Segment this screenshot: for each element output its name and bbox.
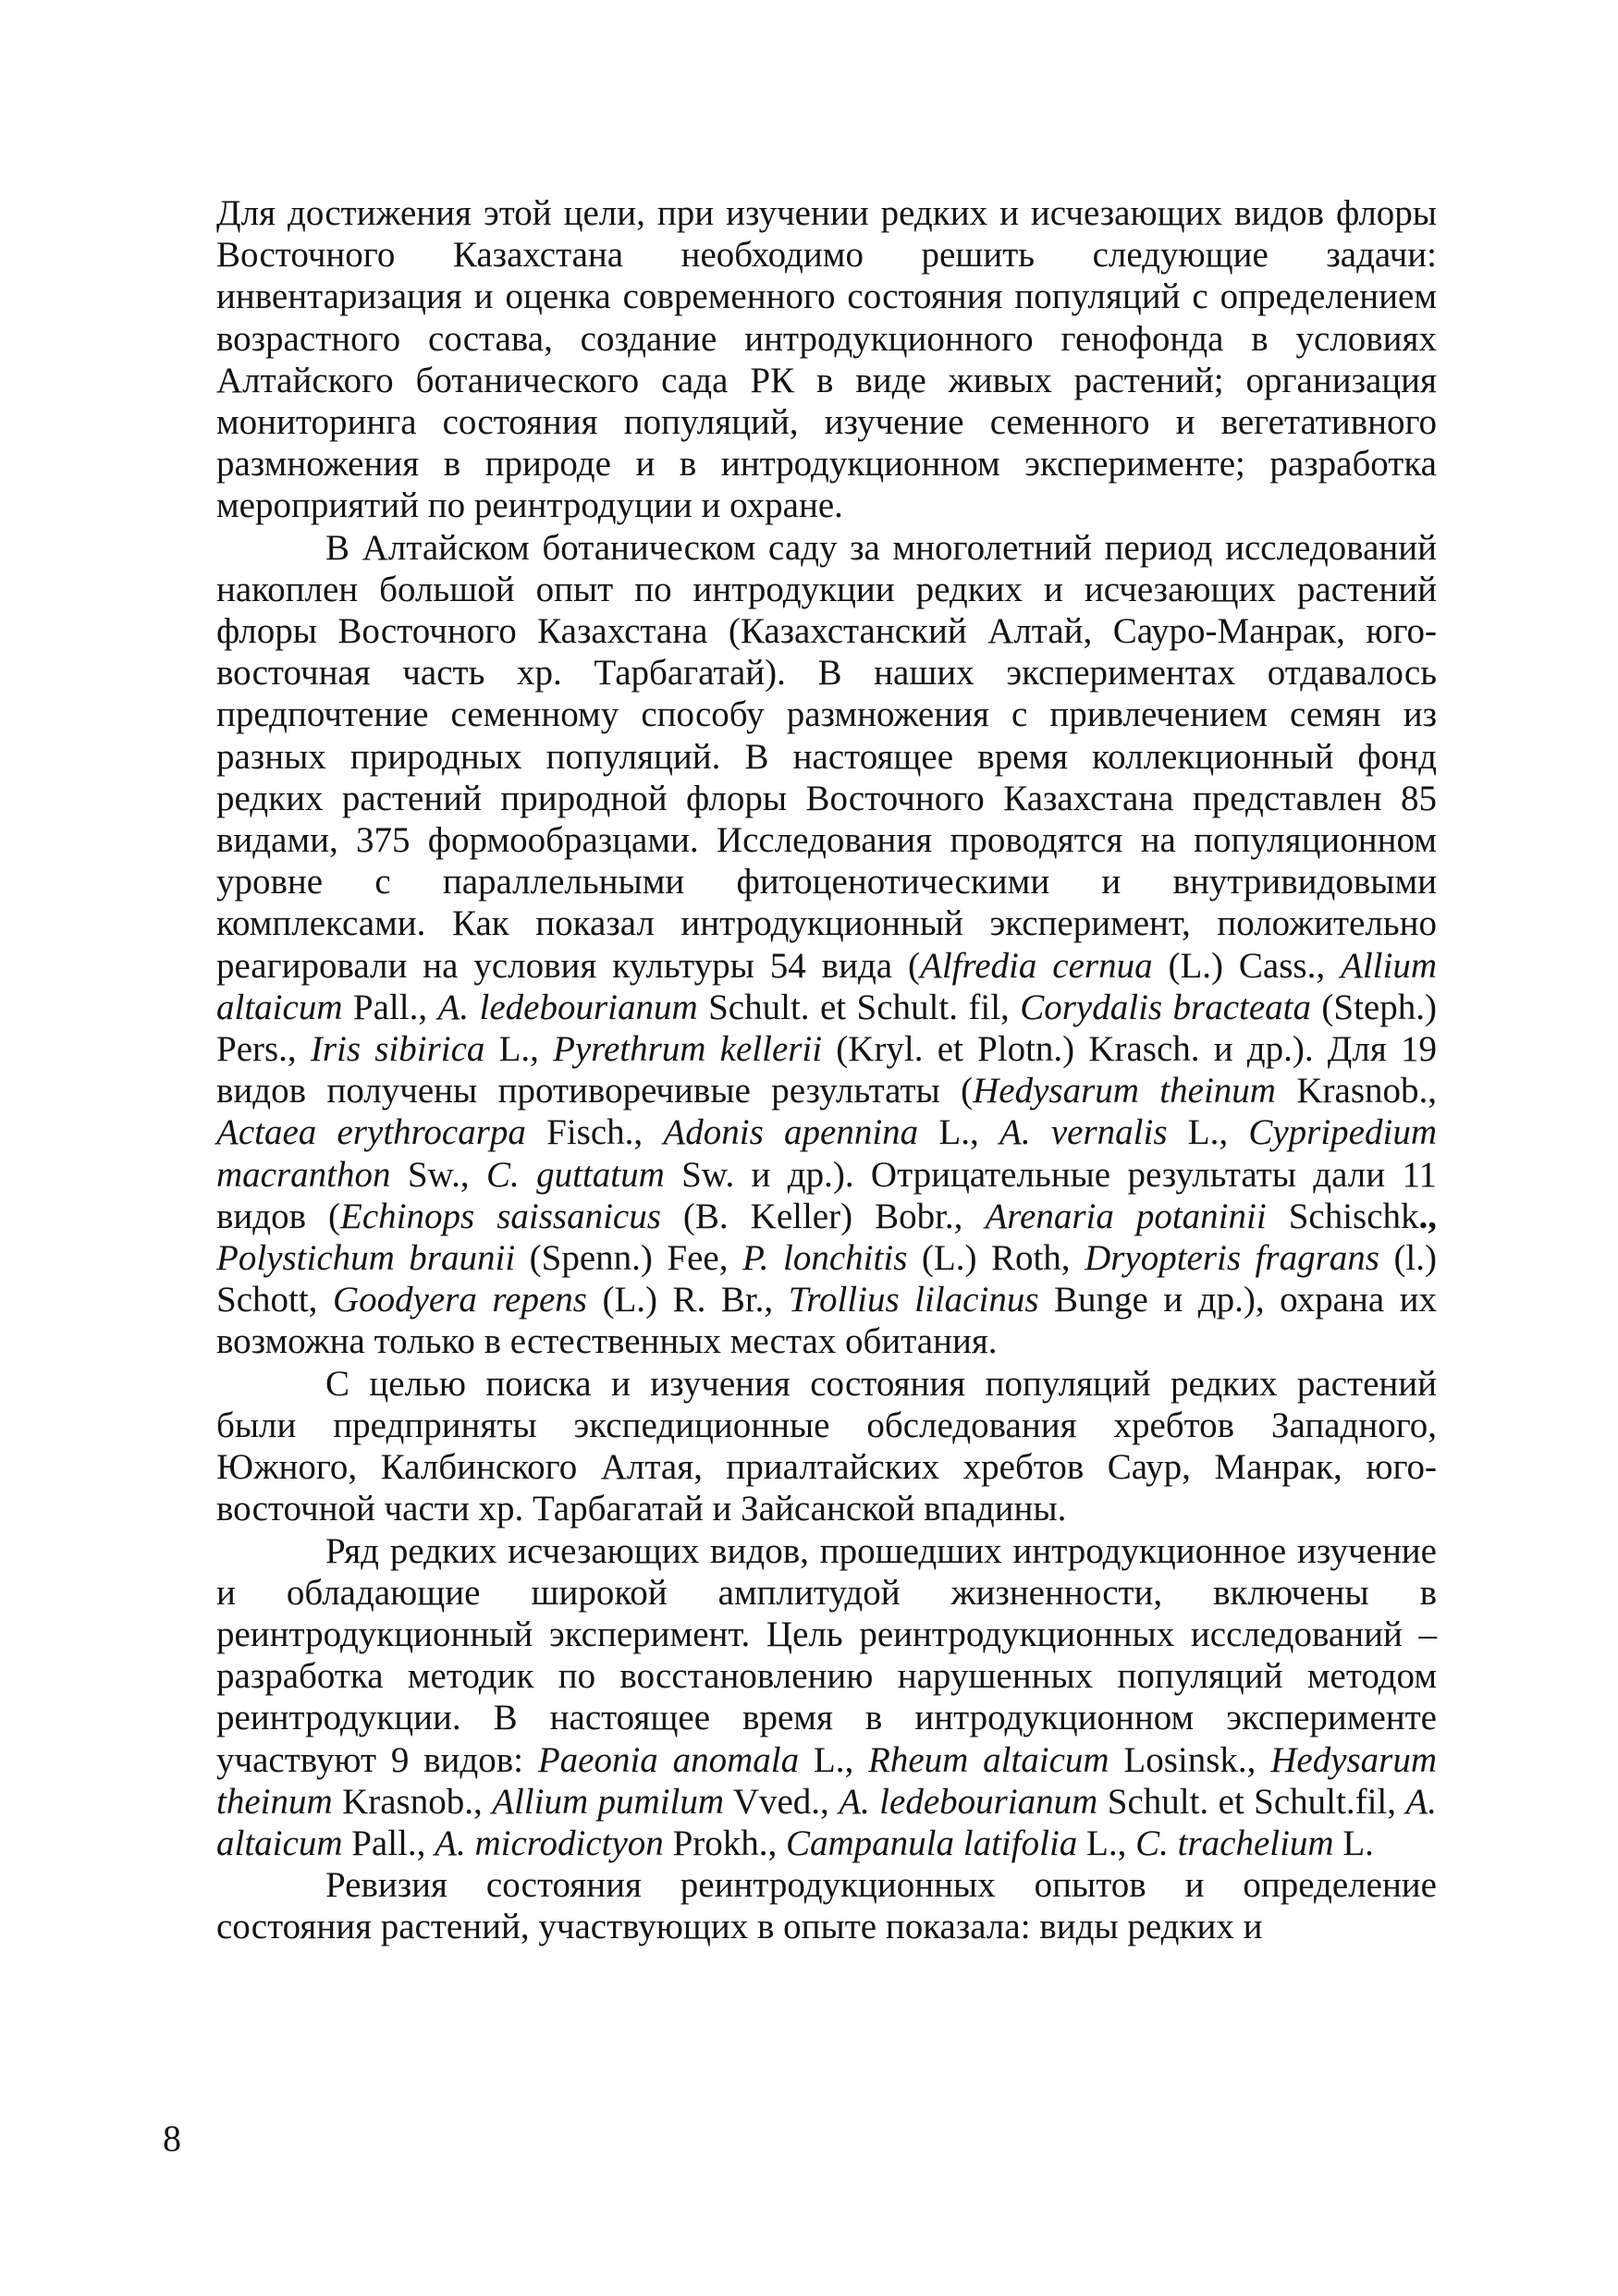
taxon-name: A. microdictyon bbox=[435, 1823, 664, 1863]
text-run: (l.) Schott, bbox=[216, 1238, 1438, 1320]
taxon-name: Dryopteris fragrans bbox=[1085, 1238, 1379, 1279]
text-run: (Kryl. et Plotn.) Krasch. и др.). Для 19 видов получены противоречивые результаты ( bbox=[216, 1029, 1437, 1111]
text-run: Schult. et Schult.fil, bbox=[1097, 1781, 1406, 1822]
text-run: (L.) Roth, bbox=[907, 1238, 1085, 1279]
taxon-name: Trollius lilacinus bbox=[788, 1280, 1039, 1320]
text-run: L., bbox=[799, 1739, 869, 1780]
body-text bbox=[216, 192, 1437, 1948]
taxon-name: Echinops saissanicus bbox=[340, 1196, 661, 1236]
taxon-name: Goodyera repens bbox=[332, 1280, 587, 1320]
text-run: Krasnob., bbox=[1275, 1071, 1438, 1111]
taxon-name: Adonis apennina bbox=[663, 1112, 919, 1153]
text-run: Для достижения этой цели, при изучении редких и исчезающих видов флоры Восточного Казахстана необходимо решить следующие задачи: инвентаризация и оценка современного состояния популяций с определением возрастного состава, создание интродукционного генофонда в условиях Алтайского ботанического сада РК в виде живых растений; организация мониторинга состояния популяций, изучение семенного и вегетативного размножения в природе и в интродукционном эксперименте; разработка мероприятий по реинтродуции и охране. bbox=[216, 193, 1437, 526]
text-run: (Steph.) Pers., bbox=[216, 987, 1437, 1070]
taxon-name: Polystichum braunii bbox=[216, 1238, 516, 1279]
taxon-name: Alfredia cernua bbox=[920, 945, 1153, 986]
taxon-name: Pyrethrum kellerii bbox=[553, 1029, 823, 1070]
paragraph-4 bbox=[216, 1530, 1437, 1865]
text-run: Krasnob., bbox=[332, 1781, 493, 1822]
taxon-name: C. guttatum bbox=[486, 1154, 665, 1195]
text-run: Ряд редких исчезающих видов, прошедших интродукционное изучение и обладающие широкой амплитудой жизненности, включены в реинтродукционный эксперимент. Цель реинтродукционных исследований – разработка методик по восстановлению нарушенных популяций методом реинтродукции. В настоящее время в интродукционном эксперименте участвуют 9 видов: bbox=[216, 1530, 1437, 1780]
text-run: Schult. et Schult. fil, bbox=[697, 987, 1021, 1027]
paragraph-5 bbox=[216, 1864, 1437, 1947]
taxon-name: Rheum altaicum bbox=[868, 1739, 1109, 1780]
text-run: Bunge и др.), охрана их возможна только в естественных местах обитания. bbox=[216, 1280, 1438, 1362]
taxon-name: Hedysarum theinum bbox=[973, 1071, 1276, 1111]
text-run: L., bbox=[918, 1112, 1000, 1153]
paragraph-1 bbox=[216, 192, 1437, 527]
text-run: (B. Keller) Bobr., bbox=[660, 1196, 986, 1236]
text-run: Prokh., bbox=[663, 1823, 786, 1863]
paragraph-3 bbox=[216, 1363, 1437, 1530]
paragraph-2 bbox=[216, 527, 1437, 1363]
taxon-name: P. lonchitis bbox=[742, 1238, 908, 1279]
text-run: Pall., bbox=[342, 987, 438, 1027]
text-run: L., bbox=[1167, 1112, 1249, 1153]
text-run: L., bbox=[1077, 1823, 1136, 1863]
taxon-name: A. ledebourianum bbox=[437, 987, 698, 1027]
taxon-name: A. altaicum bbox=[216, 1781, 1437, 1863]
text-run: Fisch., bbox=[525, 1112, 664, 1153]
taxon-name: A. vernalis bbox=[999, 1112, 1168, 1153]
text-run: Losinsk., bbox=[1109, 1739, 1271, 1780]
taxon-name: Arenaria potaninii bbox=[985, 1196, 1267, 1236]
taxon-name: Hedysarum theinum bbox=[216, 1739, 1438, 1822]
text-run: Vved., bbox=[724, 1781, 840, 1822]
page-number: 8 bbox=[163, 2118, 181, 2159]
text-run: L., bbox=[484, 1029, 554, 1070]
text-run: (Spenn.) Fee, bbox=[515, 1238, 742, 1279]
taxon-name: Allium altaicum bbox=[216, 945, 1437, 1027]
taxon-name: Actaea erythrocarpa bbox=[216, 1112, 526, 1153]
bold-text: ., bbox=[1418, 1196, 1438, 1236]
taxon-name: C. trachelium bbox=[1135, 1823, 1334, 1863]
taxon-name: Cypripedium macranthon bbox=[216, 1112, 1437, 1195]
taxon-name: Corydalis bracteata bbox=[1020, 987, 1311, 1027]
text-run: (L.) R. Br., bbox=[586, 1280, 789, 1320]
text-run: L. bbox=[1333, 1823, 1374, 1863]
text-run: Ревизия состояния реинтродукционных опытов и определение состояния растений, участвующих в опыте показала: виды редких и bbox=[216, 1865, 1437, 1947]
text-run: С целью поиска и изучения состояния популяций редких растений были предприняты экспедиционные обследования хребтов Западного, Южного, Калбинского Алтая, приалтайских хребтов Саур, Манрак, юго-восточной части хр. Тарбагатай и Зайсанской впадины. bbox=[216, 1363, 1437, 1529]
text-run: В Алтайском ботаническом саду за многолетний период исследований накоплен большой опыт по интродукции редких и исчезающих растений флоры Восточного Казахстана (Казахстанский Алтай, Сауро-Манрак, юго-восточная часть хр. Тарбагатай). В наших экспериментах отдавалось предпочтение семенному способу размножения с привлечением семян из разных природных популяций. В настоящее время коллекционный фонд редких растений природной флоры Восточного Казахстана представлен 85 видами, 375 формообразцами. Исследования проводятся на популяционном уровне с параллельными фитоценотическими и внутривидовыми комплексами. Как показал интродукционный эксперимент, положительно реагировали на условия культуры 54 вида ( bbox=[216, 527, 1437, 986]
text-run: Sw., bbox=[390, 1154, 486, 1195]
text-run: Sw. и др.). Отрицательные результаты дали 11 видов ( bbox=[216, 1154, 1437, 1236]
taxon-name: A. ledebourianum bbox=[839, 1781, 1098, 1822]
taxon-name: Allium pumilum bbox=[492, 1781, 725, 1822]
text-run: (L.) Cass., bbox=[1152, 945, 1341, 986]
text-run: Pall., bbox=[342, 1823, 435, 1863]
taxon-name: Iris sibirica bbox=[310, 1029, 485, 1070]
taxon-name: Paeonia anomala bbox=[537, 1739, 800, 1780]
taxon-name: Campanula latifolia bbox=[786, 1823, 1078, 1863]
text-run: Schischk bbox=[1266, 1196, 1419, 1236]
